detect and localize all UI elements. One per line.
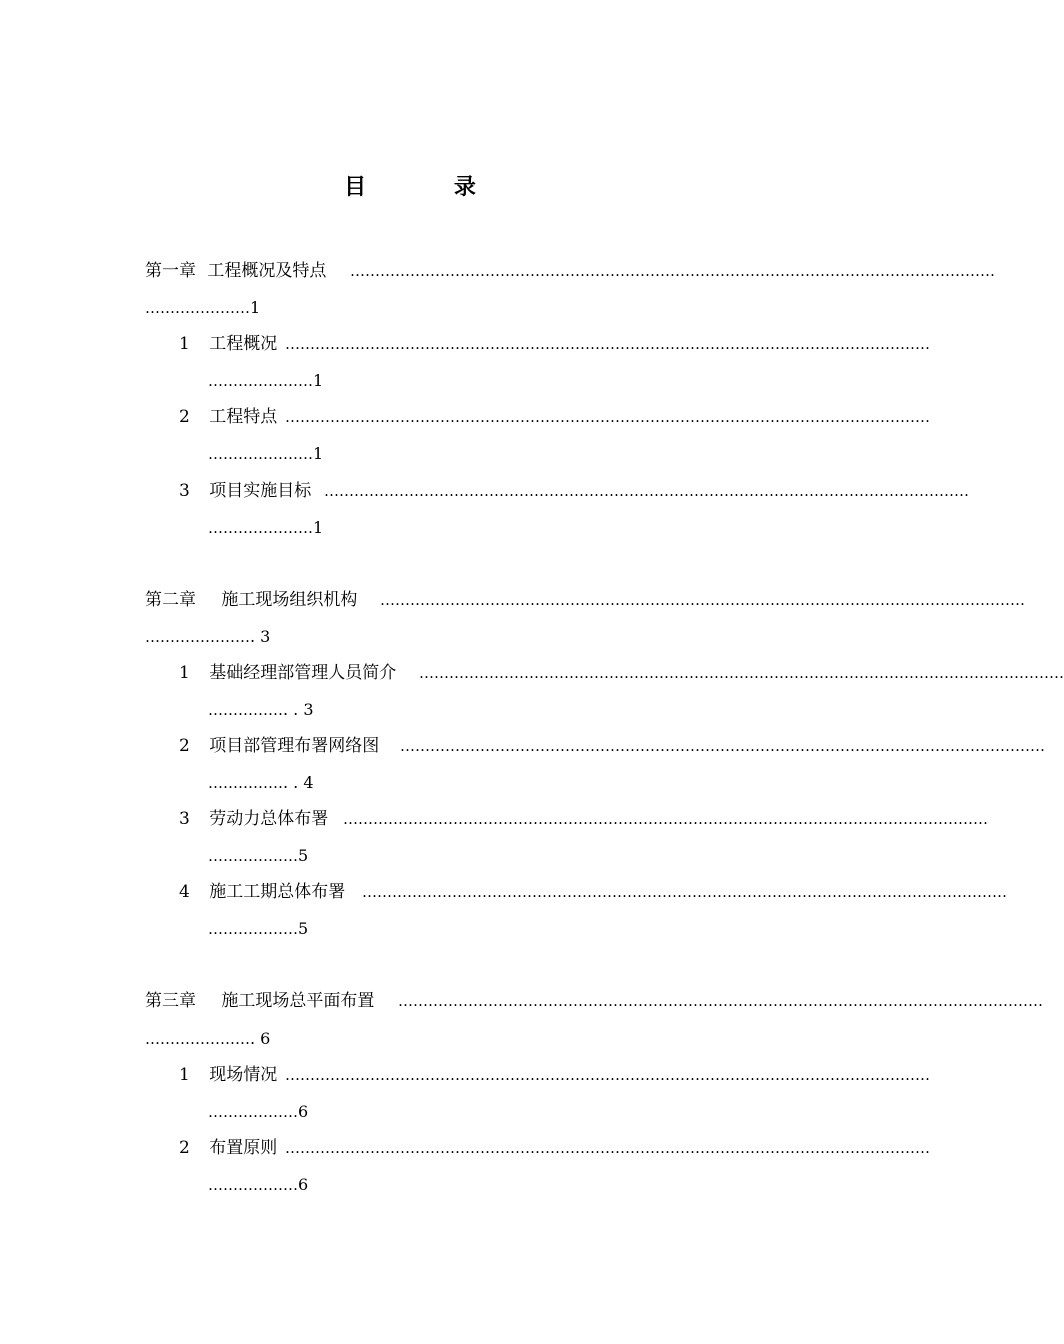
dot-leader: …………… — [208, 701, 283, 719]
section-number: 1 — [179, 1065, 190, 1085]
dot-leader: …………… — [208, 774, 283, 792]
page-number: 1 — [313, 371, 324, 390]
toc-entry-section[interactable] — [179, 879, 1007, 905]
dot-leader: ………………… — [208, 372, 313, 390]
toc-entry-chapter-1[interactable] — [145, 258, 995, 284]
section-number: 2 — [179, 407, 190, 427]
section-label: 工程特点 — [209, 407, 278, 427]
toc-entry-chapter-2[interactable] — [145, 587, 1025, 613]
dot-leader: ………………… — [208, 519, 313, 537]
section-number: 1 — [179, 334, 190, 354]
page-number: 6 — [298, 1175, 309, 1194]
chapter-number: 第二章 — [145, 590, 196, 610]
page-number: . . 4 — [283, 773, 314, 792]
section-label: 项目实施目标 — [209, 481, 312, 501]
chapter-label: 施工现场组织机构 — [221, 590, 358, 610]
section-label: 工程概况 — [209, 334, 278, 354]
toc-entry-section-continuation — [208, 916, 308, 942]
toc-entry-chapter-3[interactable] — [145, 988, 1043, 1014]
toc-entry-section[interactable] — [179, 478, 969, 504]
dot-leader: ………………………………………………………………………………………………………………… — [398, 992, 1043, 1010]
dot-leader: ………………………………………………………………………………………………………………… — [324, 482, 969, 500]
toc-entry-chapter-3-continuation — [145, 1026, 270, 1052]
toc-entry-section[interactable] — [179, 1062, 930, 1088]
toc-entry-section[interactable] — [179, 1135, 930, 1161]
dot-leader: ………………… — [145, 628, 250, 646]
section-label: 基础经理部管理人员简介 — [209, 663, 397, 683]
toc-entry-section-continuation — [208, 770, 314, 796]
dot-leader: ………………… — [145, 299, 250, 317]
page-number: 1 — [313, 518, 324, 537]
section-number: 2 — [179, 736, 190, 756]
page-number: 1 — [313, 444, 324, 463]
toc-entry-section[interactable] — [179, 404, 930, 430]
page-number: . . 3 — [283, 700, 314, 719]
dot-leader: ……………… — [208, 1176, 298, 1194]
toc-entry-section-continuation — [208, 697, 314, 723]
section-number: 4 — [179, 882, 190, 902]
dot-leader: ………………………………………………………………………………………………………………… — [343, 810, 988, 828]
dot-leader: ………………………………………………………………………………………………………………… — [285, 1066, 930, 1084]
page-number: . 6 — [250, 1029, 271, 1048]
toc-entry-section-continuation — [208, 515, 323, 541]
chapter-number: 第三章 — [145, 991, 196, 1011]
chapter-number: 第一章 — [145, 261, 196, 281]
toc-entry-section[interactable] — [179, 660, 1064, 686]
toc-entry-section-continuation — [208, 441, 323, 467]
page-number: 5 — [298, 919, 309, 938]
dot-leader: ………………………………………………………………………………………………………………… — [285, 335, 930, 353]
section-number: 1 — [179, 663, 190, 683]
section-label: 劳动力总体布署 — [209, 809, 329, 829]
dot-leader: ………………………………………………………………………………………………………………… — [285, 408, 930, 426]
section-label: 现场情况 — [209, 1065, 278, 1085]
dot-leader: ………………………………………………………………………………………………………………… — [285, 1139, 930, 1157]
page-number: . 3 — [250, 627, 271, 646]
dot-leader: ………………… — [208, 445, 313, 463]
page-number: 1 — [250, 298, 261, 317]
dot-leader: ………………………………………………………………………………………………………………… — [362, 883, 1007, 901]
dot-leader: ……………… — [208, 1103, 298, 1121]
toc-entry-section-continuation — [208, 1172, 308, 1198]
dot-leader: ……………… — [208, 920, 298, 938]
toc-entry-chapter-2-continuation — [145, 624, 270, 650]
dot-leader: ………………… — [145, 1030, 250, 1048]
toc-entry-section[interactable] — [179, 806, 988, 832]
page-number: 5 — [298, 846, 309, 865]
toc-entry-section-continuation — [208, 843, 308, 869]
section-label: 布置原则 — [209, 1138, 278, 1158]
toc-entry-section-continuation — [208, 368, 323, 394]
toc-entry-section-continuation — [208, 1099, 308, 1125]
toc-entry-section[interactable] — [179, 331, 930, 357]
dot-leader: ………………………………………………………………………………………………………………… — [350, 262, 995, 280]
dot-leader: ………………………………………………………………………………………………………………… — [400, 737, 1045, 755]
chapter-label: 施工现场总平面布置 — [221, 991, 375, 1011]
section-number: 3 — [179, 481, 190, 501]
dot-leader: ……………… — [208, 847, 298, 865]
chapter-label: 工程概况及特点 — [207, 261, 327, 281]
page-number: 6 — [298, 1102, 309, 1121]
toc-entry-chapter-1-continuation — [145, 295, 260, 321]
section-label: 施工工期总体布署 — [209, 882, 346, 902]
dot-leader: ………………………………………………………………………………………………………………… — [380, 591, 1025, 609]
section-label: 项目部管理布署网络图 — [209, 736, 380, 756]
section-number: 3 — [179, 809, 190, 829]
toc-title: 目 录 — [344, 175, 516, 200]
dot-leader: ………………………………………………………………………………………………………………… — [419, 664, 1064, 682]
section-number: 2 — [179, 1138, 190, 1158]
toc-entry-section[interactable] — [179, 733, 1045, 759]
